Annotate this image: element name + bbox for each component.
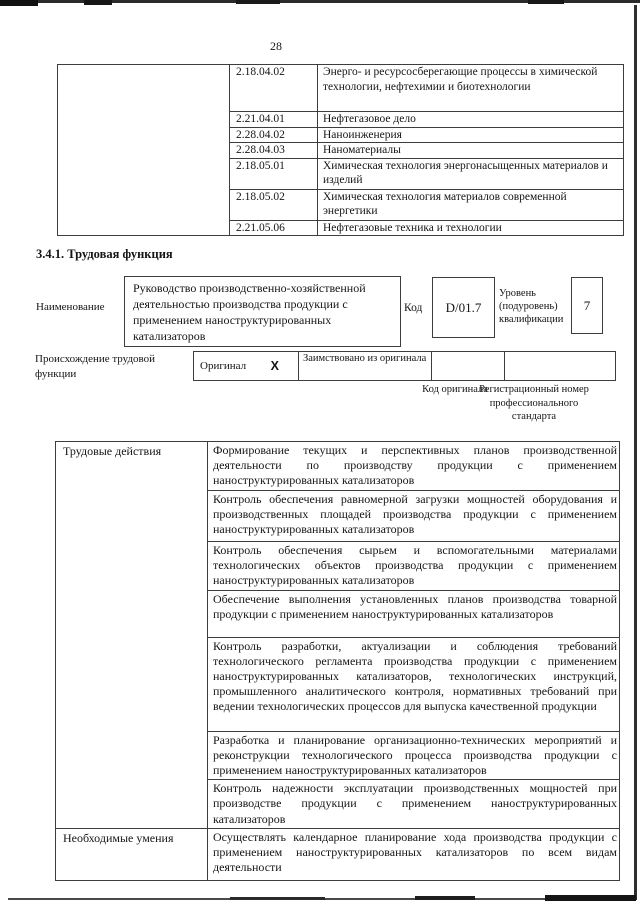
scan-artifact-bottom-blob-3 <box>545 895 636 901</box>
origin-row <box>194 352 616 381</box>
origin-code-cell <box>432 352 505 381</box>
table-row <box>56 828 620 880</box>
origin-label: Происхождение трудовой функции <box>35 353 156 380</box>
origin-x-mark: X <box>270 358 279 373</box>
work-action-cell: Контроль разработки, актуализации и соблюдения требований технологического регламента производства продукции с применением наноструктурированных катализаторов, технологических инструкций, промышленного аналитического контроля, нормативных требований при ведении технологических процессов для выпуска качественной продукции <box>208 637 620 731</box>
origin-code-caption: Код оригинала <box>422 384 488 395</box>
table-row <box>56 442 620 491</box>
function-name-text: Руководство производственно-хозяйственной деятельностью производства продукции с применением наноструктурированных катализаторов <box>133 281 366 343</box>
specialties-table <box>57 64 624 236</box>
specialty-code-cell: 2.21.05.06 <box>230 220 318 236</box>
scan-artifact-bottom-blob-2 <box>415 896 475 900</box>
specialty-code-cell: 2.18.05.01 <box>230 158 318 189</box>
work-action-cell: Обеспечение выполнения установленных планов производства товарной продукции с применением наноструктурированных катализаторов <box>208 590 620 637</box>
specialty-code-cell: 2.21.04.01 <box>230 112 318 128</box>
required-skills-label-cell: Необходимые умения <box>56 828 208 880</box>
origin-reg-cell <box>505 352 616 381</box>
work-action-cell: Контроль обеспечения сырьем и вспомогательными материалами технологических объектов производства продукции с применением наноструктурированных катализаторов <box>208 542 620 591</box>
function-name-label: Наименование <box>36 301 105 313</box>
origin-table <box>193 351 616 381</box>
scan-artifact-top-blob-4 <box>528 0 564 4</box>
specialty-code-cell: 2.18.05.02 <box>230 189 318 220</box>
specialty-name-cell: Химическая технология энергонасыщенных материалов и изделий <box>318 158 624 189</box>
work-action-cell: Контроль обеспечения равномерной загрузки мощностей оборудования и производственных площадей производства продукции с применением наноструктурированных катализаторов <box>208 491 620 542</box>
scan-artifact-right-edge <box>634 5 637 900</box>
required-skill-cell: Осуществлять календарное планирование хода производства продукции с применением наноструктурированных катализаторов по всем видам деятельности <box>208 828 620 880</box>
origin-reg-caption: Регистрационный номер профессионального стандарта <box>479 384 589 422</box>
specialty-name-cell: Нефтегазовые техника и технологии <box>318 220 624 236</box>
specialty-name-cell: Химическая технология материалов современной энергетики <box>318 189 624 220</box>
work-action-cell: Разработка и планирование организационно-технических мероприятий и реконструкции технологического процесса производства продукции с применением наноструктурированных катализаторов <box>208 731 620 780</box>
work-actions-label-cell: Трудовые действия <box>56 442 208 829</box>
origin-original-label: Оригинал <box>200 359 247 372</box>
function-code-box: D/01.7 <box>432 277 495 338</box>
specialty-code-cell: 2.28.04.03 <box>230 143 318 159</box>
specialty-name-cell: Наноматериалы <box>318 143 624 159</box>
scan-artifact-top-blob-2 <box>84 0 112 5</box>
origin-original-cell <box>194 352 299 381</box>
scan-artifact-top-blob-3 <box>236 0 280 4</box>
work-details-table <box>55 441 620 881</box>
specialty-name-cell: Наноинженерия <box>318 127 624 143</box>
specialty-name-cell: Энерго- и ресурсосберегающие процессы в химической технологии, нефтехимии и биотехнологии <box>318 65 624 112</box>
origin-borrowed-cell: Заимствовано из оригинала <box>299 352 432 381</box>
function-name-box <box>124 276 401 347</box>
section-heading: 3.4.1. Трудовая функция <box>36 247 173 261</box>
work-action-cell: Контроль надежности эксплуатации производственных мощностей при производстве продукции с применением наноструктурированных катализаторов <box>208 780 620 829</box>
work-action-cell: Формирование текущих и перспективных планов производственной деятельности по производству продукции с применением наноструктурированных катализаторов <box>208 442 620 491</box>
specialty-code-cell: 2.28.04.02 <box>230 127 318 143</box>
scan-artifact-bottom-blob-1 <box>230 897 325 900</box>
qualification-level-box: 7 <box>571 277 603 334</box>
specialty-row <box>58 65 624 112</box>
specialty-code-cell: 2.18.04.02 <box>230 65 318 112</box>
page-number: 28 <box>270 39 282 53</box>
specialty-name-cell: Нефтегазовое дело <box>318 112 624 128</box>
scan-artifact-top-blob-1 <box>0 0 38 6</box>
qualification-level-label: Уровень (подуровень) квалификации <box>499 288 564 325</box>
function-code-label: Код <box>404 302 423 314</box>
specialties-empty-cell <box>58 65 230 236</box>
